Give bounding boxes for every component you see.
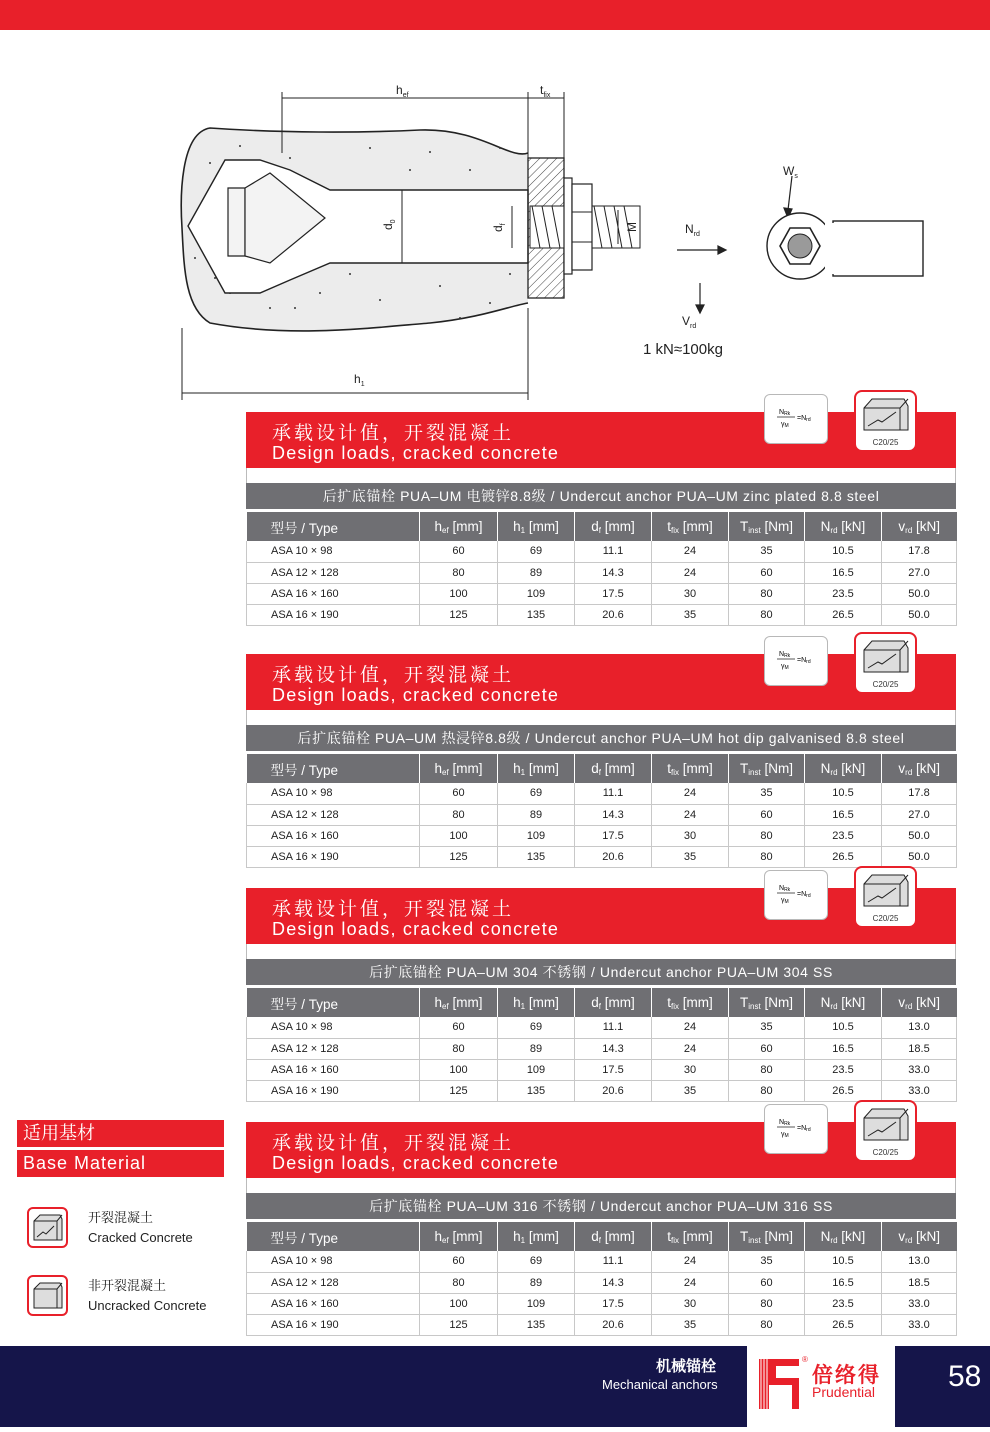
table-cell: 33.0 bbox=[882, 1080, 957, 1101]
table-cell: 26.5 bbox=[805, 846, 882, 867]
table-cell: 80 bbox=[420, 562, 498, 583]
table-cell: 23.5 bbox=[805, 1059, 882, 1080]
table-cell: ASA 12 × 128 bbox=[247, 804, 420, 825]
table-cell: 35 bbox=[729, 1251, 805, 1272]
table-cell: 80 bbox=[729, 825, 805, 846]
section-title-en: Design loads, cracked concrete bbox=[272, 685, 560, 705]
table-cell: 27.0 bbox=[882, 562, 957, 583]
table-cell: 60 bbox=[420, 783, 498, 804]
badge-label: C20/25 bbox=[872, 680, 899, 689]
column-header-1: $h_{ef}$ [mm] bbox=[420, 988, 498, 1017]
cracked-concrete-icon bbox=[856, 868, 915, 912]
cracked-concrete-icon bbox=[27, 1207, 68, 1248]
table-cell: 18.5 bbox=[882, 1038, 957, 1059]
cracked-concrete-badge bbox=[854, 866, 917, 928]
table-cell: 109 bbox=[498, 825, 575, 846]
table-cell: 80 bbox=[420, 1038, 498, 1059]
column-header-6: $N_{rd}$ [kN] bbox=[805, 754, 882, 783]
table-cell: 11.1 bbox=[575, 783, 652, 804]
column-header-4: $t_{fix}$ [mm] bbox=[652, 512, 729, 541]
footer-category-zh: 机械锚栓 bbox=[656, 1357, 717, 1375]
table-cell: 30 bbox=[652, 1293, 729, 1314]
table-cell: 89 bbox=[498, 804, 575, 825]
svg-text:df: $d_f$ bbox=[491, 223, 507, 232]
svg-text:Ws: $W_s$ bbox=[783, 164, 798, 180]
cracked-concrete-badge bbox=[854, 1100, 917, 1162]
section-title-en: Design loads, cracked concrete bbox=[272, 443, 560, 463]
section-subtitle: 后扩底锚栓 PUA–UM 304 不锈钢 / Undercut anchor PUA–UM 304 SS bbox=[246, 959, 956, 985]
label-V-rd: V bbox=[682, 314, 691, 328]
uncracked-label-en: Uncracked Concrete bbox=[88, 1297, 207, 1313]
table-cell: 23.5 bbox=[805, 825, 882, 846]
table-cell: 20.6 bbox=[575, 604, 652, 625]
table-cell: 26.5 bbox=[805, 1314, 882, 1335]
table-cell: 20.6 bbox=[575, 1080, 652, 1101]
table-cell: ASA 16 × 160 bbox=[247, 583, 420, 604]
table-cell: 80 bbox=[729, 1293, 805, 1314]
table-cell: ASA 16 × 160 bbox=[247, 1059, 420, 1080]
badge-label: C20/25 bbox=[872, 438, 899, 447]
table-cell: 30 bbox=[652, 825, 729, 846]
table-cell: 69 bbox=[498, 1017, 575, 1038]
table-cell: 13.0 bbox=[882, 1017, 957, 1038]
table-cell: ASA 12 × 128 bbox=[247, 562, 420, 583]
table-cell: 125 bbox=[420, 1080, 498, 1101]
formula-badge bbox=[764, 1104, 828, 1154]
section-subtitle: 后扩底锚栓 PUA–UM 316 不锈钢 / Undercut anchor PUA–UM 316 SS bbox=[246, 1193, 956, 1219]
table-cell: 20.6 bbox=[575, 846, 652, 867]
svg-text:γM: γM bbox=[781, 897, 789, 905]
table-cell: 18.5 bbox=[882, 1272, 957, 1293]
table-cell: 69 bbox=[498, 1251, 575, 1272]
table-cell: 109 bbox=[498, 1059, 575, 1080]
column-header-2: $h_1$ [mm] bbox=[498, 1222, 575, 1251]
column-header-4: $t_{fix}$ [mm] bbox=[652, 988, 729, 1017]
formula-badge bbox=[764, 636, 828, 686]
column-header-1: $h_{ef}$ [mm] bbox=[420, 512, 498, 541]
table-cell: 60 bbox=[420, 1251, 498, 1272]
table-cell: 35 bbox=[652, 846, 729, 867]
column-header-0: 型号 / Type bbox=[247, 988, 420, 1017]
table-cell: 125 bbox=[420, 846, 498, 867]
svg-text:NRk: NRk bbox=[779, 885, 791, 893]
label-W-s: W bbox=[783, 164, 795, 178]
table-cell: 69 bbox=[498, 541, 575, 562]
table-cell: ASA 10 × 98 bbox=[247, 1251, 420, 1272]
column-header-5: $T_{inst}$ [Nm] bbox=[729, 754, 805, 783]
table-cell: 60 bbox=[729, 1272, 805, 1293]
table-header-row bbox=[247, 988, 957, 1017]
section-subtitle: 后扩底锚栓 PUA–UM 电镀锌8.8级 / Undercut anchor PUA–UM zinc plated 8.8 steel bbox=[246, 483, 956, 509]
section-title-en: Design loads, cracked concrete bbox=[272, 1153, 560, 1173]
table-cell: 35 bbox=[729, 541, 805, 562]
svg-text:h1: $h_1$ bbox=[354, 372, 365, 388]
prudential-logo-icon bbox=[747, 1346, 807, 1427]
table-cell: 100 bbox=[420, 825, 498, 846]
table-cell: ASA 16 × 160 bbox=[247, 825, 420, 846]
page-number: 58 bbox=[948, 1360, 982, 1393]
table-cell: ASA 12 × 128 bbox=[247, 1272, 420, 1293]
svg-text:NRk: NRk bbox=[779, 409, 791, 417]
column-header-7: $v_{rd}$ [kN] bbox=[882, 754, 957, 783]
svg-text:tfix: $t_{fix}$ bbox=[540, 83, 551, 99]
base-material-title-en: Base Material bbox=[17, 1150, 224, 1177]
table-cell: 33.0 bbox=[882, 1293, 957, 1314]
column-header-7: $v_{rd}$ [kN] bbox=[882, 1222, 957, 1251]
table-cell: 100 bbox=[420, 1293, 498, 1314]
section-316-ss bbox=[246, 1119, 956, 1336]
table-cell: ASA 16 × 190 bbox=[247, 1314, 420, 1335]
table-cell: 24 bbox=[652, 1272, 729, 1293]
table-header-row bbox=[247, 1222, 957, 1251]
page-footer bbox=[0, 1346, 990, 1427]
table-row bbox=[247, 1080, 957, 1101]
table-cell: 89 bbox=[498, 562, 575, 583]
table-cell: 10.5 bbox=[805, 1251, 882, 1272]
column-header-1: $h_{ef}$ [mm] bbox=[420, 1222, 498, 1251]
table-cell: 16.5 bbox=[805, 562, 882, 583]
label-N-rd: N bbox=[685, 222, 694, 236]
table-cell: 10.5 bbox=[805, 783, 882, 804]
table-cell: 23.5 bbox=[805, 1293, 882, 1314]
table-cell: ASA 10 × 98 bbox=[247, 1017, 420, 1038]
svg-text:=Nrd: =Nrd bbox=[797, 891, 811, 899]
table-cell: 80 bbox=[420, 1272, 498, 1293]
section-header bbox=[246, 651, 956, 710]
table-cell: 26.5 bbox=[805, 1080, 882, 1101]
table-cell: 125 bbox=[420, 604, 498, 625]
table-cell: 35 bbox=[652, 1080, 729, 1101]
uncracked-label-zh: 非开裂混凝土 bbox=[88, 1277, 167, 1293]
table-cell: 80 bbox=[729, 604, 805, 625]
cracked-concrete-badge bbox=[854, 390, 917, 452]
brand-name-zh: 倍络得 bbox=[812, 1363, 881, 1387]
column-header-3: $d_f$ [mm] bbox=[575, 754, 652, 783]
table-cell: 135 bbox=[498, 1314, 575, 1335]
table-cell: 125 bbox=[420, 1314, 498, 1335]
table-cell: 24 bbox=[652, 1251, 729, 1272]
table-cell: 60 bbox=[729, 562, 805, 583]
label-h1: h bbox=[354, 372, 361, 386]
column-header-0: 型号 / Type bbox=[247, 754, 420, 783]
table-cell: 69 bbox=[498, 783, 575, 804]
table-cell: 24 bbox=[652, 804, 729, 825]
table-row bbox=[247, 562, 957, 583]
table-cell: 35 bbox=[652, 604, 729, 625]
table-cell: ASA 12 × 128 bbox=[247, 1038, 420, 1059]
table-cell: 33.0 bbox=[882, 1314, 957, 1335]
column-header-0: 型号 / Type bbox=[247, 1222, 420, 1251]
svg-text:hef: $h_{ef}$ bbox=[396, 83, 409, 99]
table-cell: 14.3 bbox=[575, 804, 652, 825]
table-cell: 14.3 bbox=[575, 1272, 652, 1293]
svg-text:=Nrd: =Nrd bbox=[797, 415, 811, 423]
table-row bbox=[247, 804, 957, 825]
label-t-fix: t bbox=[540, 83, 544, 97]
table-cell: 27.0 bbox=[882, 804, 957, 825]
label-M: M bbox=[625, 222, 639, 232]
table-row bbox=[247, 1293, 957, 1314]
table-cell: 10.5 bbox=[805, 541, 882, 562]
column-header-3: $d_f$ [mm] bbox=[575, 988, 652, 1017]
spec-table bbox=[246, 512, 957, 626]
table-cell: ASA 16 × 160 bbox=[247, 1293, 420, 1314]
table-cell: 30 bbox=[652, 583, 729, 604]
table-row bbox=[247, 783, 957, 804]
svg-text:γM: γM bbox=[781, 421, 789, 429]
table-cell: 24 bbox=[652, 541, 729, 562]
section-zinc-plated bbox=[246, 409, 956, 626]
table-cell: 35 bbox=[729, 783, 805, 804]
section-304-ss bbox=[246, 885, 956, 1102]
badge-label: C20/25 bbox=[872, 914, 899, 923]
table-cell: 35 bbox=[729, 1017, 805, 1038]
table-cell: 17.5 bbox=[575, 1059, 652, 1080]
table-cell: 33.0 bbox=[882, 1059, 957, 1080]
section-title-zh: 承载设计值，开裂混凝土 bbox=[272, 898, 515, 920]
table-row bbox=[247, 1314, 957, 1335]
table-row bbox=[247, 1017, 957, 1038]
table-cell: 109 bbox=[498, 583, 575, 604]
svg-text:Nrd: $N_{rd}$ bbox=[685, 222, 700, 238]
table-cell: 100 bbox=[420, 1059, 498, 1080]
column-header-6: $N_{rd}$ [kN] bbox=[805, 512, 882, 541]
table-cell: 60 bbox=[420, 541, 498, 562]
table-cell: 100 bbox=[420, 583, 498, 604]
column-header-2: $h_1$ [mm] bbox=[498, 512, 575, 541]
table-header-row bbox=[247, 512, 957, 541]
section-title-zh: 承载设计值，开裂混凝土 bbox=[272, 422, 515, 444]
column-header-3: $d_f$ [mm] bbox=[575, 512, 652, 541]
table-cell: 24 bbox=[652, 783, 729, 804]
table-cell: 135 bbox=[498, 846, 575, 867]
table-cell: 24 bbox=[652, 1017, 729, 1038]
section-header bbox=[246, 409, 956, 468]
column-header-5: $T_{inst}$ [Nm] bbox=[729, 1222, 805, 1251]
table-cell: 80 bbox=[729, 1314, 805, 1335]
table-cell: ASA 16 × 190 bbox=[247, 1080, 420, 1101]
table-cell: 80 bbox=[729, 1059, 805, 1080]
column-header-4: $t_{fix}$ [mm] bbox=[652, 754, 729, 783]
table-row bbox=[247, 1251, 957, 1272]
table-cell: 30 bbox=[652, 1059, 729, 1080]
label-h-ef: h bbox=[396, 83, 403, 97]
anchor-diagram bbox=[170, 78, 930, 403]
footer-category-en: Mechanical anchors bbox=[602, 1377, 718, 1392]
section-subtitle: 后扩底锚栓 PUA–UM 热浸锌8.8级 / Undercut anchor PUA–UM hot dip galvanised 8.8 steel bbox=[246, 725, 956, 751]
svg-text:γM: γM bbox=[781, 663, 789, 671]
table-cell: 11.1 bbox=[575, 541, 652, 562]
table-cell: 35 bbox=[652, 1314, 729, 1335]
unit-conversion: 1 kN≈100kg bbox=[643, 341, 723, 358]
table-cell: 23.5 bbox=[805, 583, 882, 604]
table-cell: 13.0 bbox=[882, 1251, 957, 1272]
column-header-1: $h_{ef}$ [mm] bbox=[420, 754, 498, 783]
svg-text:=Nrd: =Nrd bbox=[797, 1125, 811, 1133]
table-cell: 80 bbox=[729, 1080, 805, 1101]
cracked-concrete-icon bbox=[856, 1102, 915, 1146]
section-title-zh: 承载设计值，开裂混凝土 bbox=[272, 664, 515, 686]
base-item-cracked bbox=[27, 1207, 193, 1248]
label-df: d bbox=[491, 225, 505, 232]
table-cell: 80 bbox=[729, 583, 805, 604]
table-cell: 20.6 bbox=[575, 1314, 652, 1335]
table-row bbox=[247, 825, 957, 846]
svg-text:γM: γM bbox=[781, 1131, 789, 1139]
table-cell: 17.5 bbox=[575, 825, 652, 846]
svg-text:=Nrd: =Nrd bbox=[797, 657, 811, 665]
table-cell: 17.8 bbox=[882, 783, 957, 804]
brand-name-en: Prudential bbox=[812, 1384, 876, 1400]
svg-text:NRk: NRk bbox=[779, 1119, 791, 1127]
column-header-0: 型号 / Type bbox=[247, 512, 420, 541]
table-row bbox=[247, 541, 957, 562]
base-item-uncracked bbox=[27, 1275, 207, 1316]
table-cell: ASA 10 × 98 bbox=[247, 541, 420, 562]
table-cell: 14.3 bbox=[575, 562, 652, 583]
table-cell: 11.1 bbox=[575, 1017, 652, 1038]
table-cell: 10.5 bbox=[805, 1017, 882, 1038]
svg-text:®: ® bbox=[802, 1355, 808, 1364]
base-material-title-zh: 适用基材 bbox=[17, 1120, 224, 1147]
cracked-concrete-icon bbox=[856, 634, 915, 678]
table-cell: 17.8 bbox=[882, 541, 957, 562]
column-header-7: $v_{rd}$ [kN] bbox=[882, 988, 957, 1017]
section-hot-dip-galvanised bbox=[246, 651, 956, 868]
table-cell: 80 bbox=[420, 804, 498, 825]
table-cell: ASA 16 × 190 bbox=[247, 604, 420, 625]
table-cell: 50.0 bbox=[882, 846, 957, 867]
spec-table bbox=[246, 754, 957, 868]
table-cell: 17.5 bbox=[575, 1293, 652, 1314]
spec-table bbox=[246, 988, 957, 1102]
column-header-6: $N_{rd}$ [kN] bbox=[805, 1222, 882, 1251]
section-title-zh: 承载设计值，开裂混凝土 bbox=[272, 1132, 515, 1154]
table-cell: 16.5 bbox=[805, 1272, 882, 1293]
table-cell: ASA 10 × 98 bbox=[247, 783, 420, 804]
table-cell: 17.5 bbox=[575, 583, 652, 604]
brand-logo bbox=[747, 1346, 895, 1427]
column-header-3: $d_f$ [mm] bbox=[575, 1222, 652, 1251]
table-cell: 109 bbox=[498, 1293, 575, 1314]
svg-text:Vrd: $V_{rd}$ bbox=[682, 314, 697, 330]
column-header-6: $N_{rd}$ [kN] bbox=[805, 988, 882, 1017]
table-row bbox=[247, 846, 957, 867]
column-header-5: $T_{inst}$ [Nm] bbox=[729, 988, 805, 1017]
table-cell: 24 bbox=[652, 1038, 729, 1059]
formula-badge bbox=[764, 870, 828, 920]
spec-table bbox=[246, 1222, 957, 1336]
table-cell: 60 bbox=[729, 804, 805, 825]
section-header bbox=[246, 1119, 956, 1178]
table-cell: 24 bbox=[652, 562, 729, 583]
table-cell: 16.5 bbox=[805, 1038, 882, 1059]
svg-text:d0: $d_0$ bbox=[381, 219, 397, 230]
table-cell: 50.0 bbox=[882, 604, 957, 625]
table-row bbox=[247, 604, 957, 625]
badge-label: C20/25 bbox=[872, 1148, 899, 1157]
cracked-concrete-icon bbox=[856, 392, 915, 436]
label-d0: d bbox=[381, 223, 395, 230]
table-cell: 60 bbox=[420, 1017, 498, 1038]
formula-badge bbox=[764, 394, 828, 444]
table-row bbox=[247, 1272, 957, 1293]
table-row bbox=[247, 1038, 957, 1059]
section-header bbox=[246, 885, 956, 944]
cracked-concrete-badge bbox=[854, 632, 917, 694]
table-cell: 80 bbox=[729, 846, 805, 867]
table-cell: 50.0 bbox=[882, 583, 957, 604]
table-cell: 60 bbox=[729, 1038, 805, 1059]
table-cell: 11.1 bbox=[575, 1251, 652, 1272]
table-header-row bbox=[247, 754, 957, 783]
table-cell: 50.0 bbox=[882, 825, 957, 846]
table-cell: 89 bbox=[498, 1038, 575, 1059]
table-cell: 89 bbox=[498, 1272, 575, 1293]
table-cell: 14.3 bbox=[575, 1038, 652, 1059]
top-accent-bar bbox=[0, 0, 990, 30]
table-cell: ASA 16 × 190 bbox=[247, 846, 420, 867]
column-header-2: $h_1$ [mm] bbox=[498, 754, 575, 783]
column-header-5: $T_{inst}$ [Nm] bbox=[729, 512, 805, 541]
table-row bbox=[247, 583, 957, 604]
cracked-label-en: Cracked Concrete bbox=[88, 1229, 193, 1245]
table-cell: 135 bbox=[498, 1080, 575, 1101]
column-header-4: $t_{fix}$ [mm] bbox=[652, 1222, 729, 1251]
column-header-2: $h_1$ [mm] bbox=[498, 988, 575, 1017]
table-cell: 16.5 bbox=[805, 804, 882, 825]
table-cell: 26.5 bbox=[805, 604, 882, 625]
uncracked-concrete-icon bbox=[27, 1275, 68, 1316]
svg-text:NRk: NRk bbox=[779, 651, 791, 659]
table-row bbox=[247, 1059, 957, 1080]
column-header-7: $v_{rd}$ [kN] bbox=[882, 512, 957, 541]
table-cell: 135 bbox=[498, 604, 575, 625]
section-title-en: Design loads, cracked concrete bbox=[272, 919, 560, 939]
cracked-label-zh: 开裂混凝土 bbox=[88, 1209, 154, 1225]
